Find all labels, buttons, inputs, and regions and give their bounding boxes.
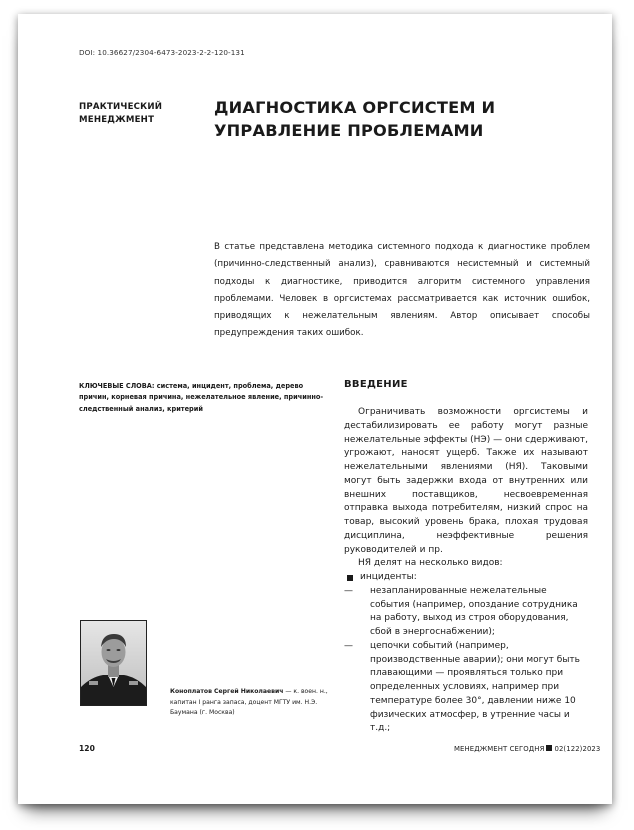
author-photo [80, 620, 147, 706]
doi-line: DOI: 10.36627/2304-6473-2023-2-2-120-131 [79, 48, 245, 57]
section-label: ПРАКТИЧЕСКИЙ МЕНЕДЖМЕНТ [79, 102, 163, 125]
introduction-body [344, 406, 588, 736]
page-number: 120 [79, 744, 95, 753]
keywords: КЛЮЧЕВЫЕ СЛОВА: система, инцидент, проблема, дерево причин, корневая причина, нежелательное явление, причинно-следственный анализ, критерий [79, 381, 324, 413]
article-title: ДИАГНОСТИКА ОРГСИСТЕМ И УПРАВЛЕНИЕ ПРОБЛЕМАМИ [214, 98, 496, 140]
introduction-paragraph: НЯ делят на несколько видов: [358, 558, 503, 569]
list-item-text: незапланированные нежелательные события (например, опоздание сотрудника на работу, выход из строя оборудования, сбой в энергоснабжении); [370, 585, 578, 637]
list-item [344, 571, 588, 585]
journal-page [18, 14, 612, 804]
abstract: В статье представлена методика системного подхода к диагностике проблем (причинно-следственный анализ), сравниваются несистемный и системный подходы к диагностике, приводится алгоритм системного управления проблемами. Человек в оргсистемах рассматривается как источник ошибок, приводящих к нежелательным явлениям. Автор описывает способы предупреждения таких ошибок. [214, 242, 590, 339]
author-details: — к. воен. н., капитан I ранга запаса, доцент МГТУ им. Н.Э. Баумана (г. Москва) [170, 688, 328, 716]
journal-footer [454, 745, 600, 753]
list-item [344, 585, 588, 640]
list-item [344, 640, 588, 736]
list-item-text: цепочки событий (например, производственные аварии); они могут быть плавающими — проявляться только при определенных условиях, например при температуре более 30°, давлении ниже 10 физических атмосфер, в утренние часы и т.д.; [370, 640, 580, 734]
square-separator-icon [546, 745, 552, 751]
dash-marker: — [344, 585, 353, 596]
author-info [170, 687, 340, 719]
journal-name: МЕНЕДЖМЕНТ СЕГОДНЯ [454, 745, 545, 753]
introduction-paragraph: Ограничивать возможности оргсистемы и дестабилизировать ее работу могут разные нежелательные эффекты (НЭ) — они сдерживают, угрожают, наносят ущерб. Также их называют нежелательными явлениями (НЯ). Таковыми могут быть задержки входа от внутренних или внешних поставщиков, несвоевременная отправка выхода потребителям, низкий спрос на товар, высокий уровень брака, плохая трудовая дисциплина, неэффективные решения руководителей и пр. [344, 407, 588, 555]
dash-marker: — [344, 640, 353, 651]
list-item-text: инциденты: [360, 572, 417, 582]
journal-issue: 02(122)2023 [554, 745, 601, 753]
author-name: Коноплатов Сергей Николаевич [170, 688, 284, 695]
types-list [344, 571, 588, 736]
introduction-heading: ВВЕДЕНИЕ [344, 379, 408, 390]
author-portrait-image [81, 621, 146, 705]
